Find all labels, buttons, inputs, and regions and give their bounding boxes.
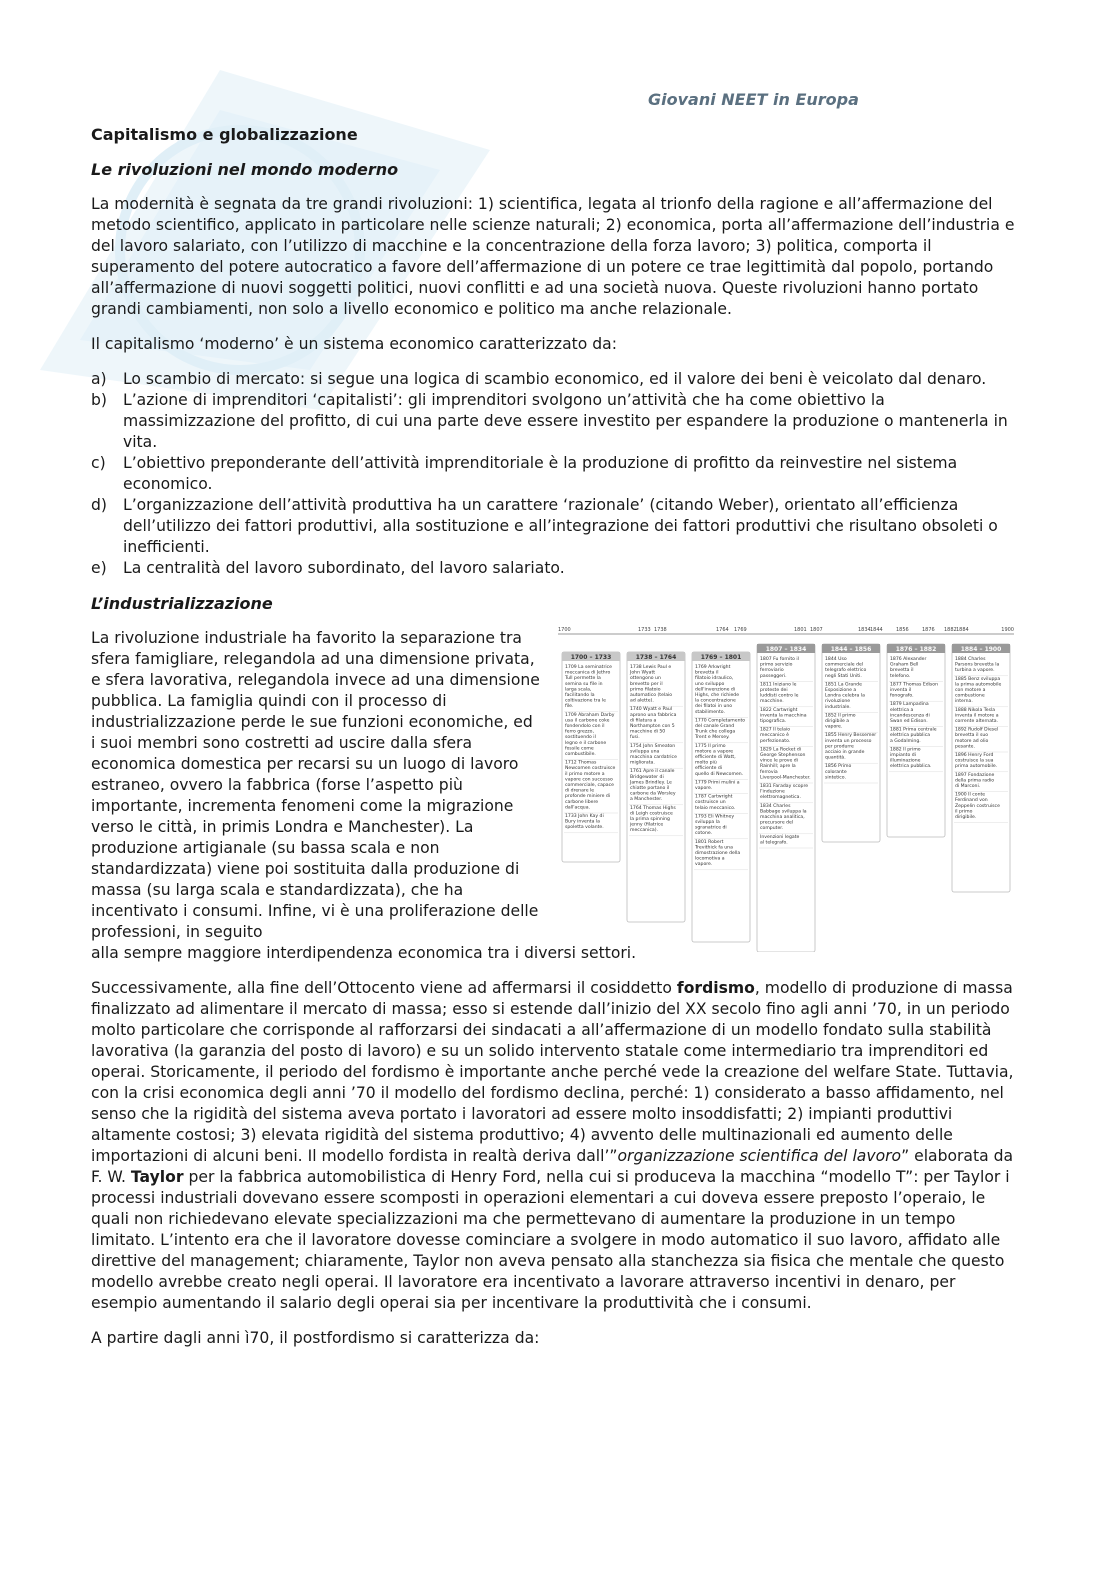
timeline-year-label: 1884 <box>956 627 969 633</box>
timeline-entry: 1764 Thomas Highs di Leigh costruisce la prima spinning jenny (filatrice meccanica). <box>630 805 676 834</box>
timeline-entry: 1856 Primo colorante sintetico. <box>825 764 852 781</box>
timeline-entry: 1888 Nikola Tesla inventa il motore a corrente alternata. <box>955 707 999 724</box>
list-item <box>91 495 1016 558</box>
timeline-period-label: 1876 – 1882 <box>895 646 937 653</box>
timeline-entry: 1876 Alexander Graham Bell brevetta il telefono. <box>890 657 927 679</box>
timeline-entry: 1807 Fu fornito il primo servizio ferroviario passeggeri. <box>760 657 799 679</box>
paragraph-capitalismo-intro: Il capitalismo ‘moderno’ è un sistema economico caratterizzato da: <box>91 335 617 353</box>
timeline-entry: 1896 Henry Ford costruisce la sua prima automobile. <box>955 753 998 770</box>
list-item <box>91 390 1016 453</box>
timeline-entry: 1852 Il primo dirigibile a vapore. <box>825 713 856 730</box>
timeline-period-label: 1700 – 1733 <box>570 654 612 661</box>
timeline-year-label: 1801 <box>794 627 807 633</box>
timeline-entry: 1761 Apre il canale Bridgewater di James Brindley. Le chiatte portano il carbone da Worsley a Manchester. <box>630 769 676 803</box>
timeline-entry: 1740 Wyatt e Paul aprono una fabbrica di filatura a Northampton con 5 macchine di 50 fusi. <box>630 707 677 741</box>
paragraph-industrializzazione: La rivoluzione industriale ha favorito la separazione tra sfera famigliare, relegandola ad una dimensione privata, e sfera lavorativa, relegandola invece ad una dimensione pubblica. La famiglia quindi con il processo di industrializzazione perde le sue funzioni economiche, ed i suoi membri sono costretti ad uscire dalla sfera economica domestica per recarsi su un luogo di lavoro estraneo, ovvero la fabbrica (forse l’aspetto più importante, incrementa fenomeni come la migrazione verso le città, in primis Londra e Manchester). La produzione artigianale (su bassa scala e non standardizzata) viene poi sostituita dalla produzione di massa (su larga scala e standardizzata), che ha incentivato i consumi. Infine, vi è una proliferazione delle professioni, in seguito <box>91 629 540 941</box>
paragraph-fordismo <box>91 978 1016 1314</box>
timeline-entry: 1900 Il conte Ferdinand von Zeppelin costruisce il primo dirigibile. <box>955 792 1000 820</box>
timeline-entry: 1769 Arkwright brevetta il filatoio idraulico, uno sviluppo dell'invenzione di Highs, che richiede la concentrazione dei filatoi in uno stabilimento. <box>695 665 740 715</box>
list-marker: c) <box>91 454 106 472</box>
taylor-term: Taylor <box>130 1168 184 1186</box>
fordismo-text: per la fabbrica automobilistica di Henry Ford, nella cui si produceva la macchina “modello T”: per Taylor i processi industriali dovevano essere scomposti in operazioni elementari a cui doveva essere preposto l’operaio, le quali non richiedevano elevate specializzazioni ma che permettevano di aumentare la produzione in un tempo limitato. L’intento era che il lavoratore dovesse cominciare a svolgere in modo automatico il suo lavoro, affidato alle direttive del management; chiaramente, Taylor non aveva pensato alla stanchezza sia fisica che mentale che questo modello avrebbe creato negli operai. Il lavoratore era incentivato a lavorare attraverso incentivi in denaro, per esempio aumentando il salario degli operai sia per incentivare la produttività che i consumi. <box>91 1168 1010 1312</box>
list-text: L’azione di imprenditori ‘capitalisti’: gli imprenditori svolgono un’attività che ha come obiettivo la massimizzazione del profitto, di cui una parte deve essere investito per espandere la produzione o mantenerla in vita. <box>123 391 1008 451</box>
list-item <box>91 369 1016 390</box>
list-item <box>91 453 1016 495</box>
fordismo-term: fordismo <box>676 979 755 997</box>
timeline-period-label: 1738 – 1764 <box>635 654 677 661</box>
timeline-period-label: 1769 – 1801 <box>700 654 742 661</box>
timeline-entry: 1881 Prima centrale elettrica pubblica a Godalming. <box>890 727 937 744</box>
timeline-entry: 1712 Thomas Newcomen costruisce il primo motore a vapore con successo commerciale, capace di drenare le profonde miniere di carbone libere dall'acqua. <box>565 760 616 811</box>
timeline-entry: 1754 John Smeaton sviluppa una macchina cardatrice migliorata. <box>630 743 677 766</box>
timeline-entry: 1885 Benz sviluppa la prima automobile con motore a combustione interna. <box>955 676 1002 705</box>
timeline-entry: 1811 Iniziano le proteste dei luddisti contro le macchine. <box>760 682 799 705</box>
timeline-entry: 1831 Faraday scopre l'induzione elettromagnetica. <box>760 784 809 801</box>
list-text: L’obiettivo preponderante dell’attività imprenditoriale è la produzione di profitto da reinvestire nel sistema economico. <box>123 454 958 493</box>
timeline-entry: 1829 La Rocket di George Stephenson vince le prove di Rainhill; apre la ferrovia Liverpool-Manchester. <box>760 747 811 781</box>
list-marker: b) <box>91 391 107 409</box>
paragraph-industrializzazione-tail: alla sempre maggiore interdipendenza economica tra i diversi settori. <box>91 944 637 962</box>
timeline-entry: 1834 Charles Babbage sviluppa la macchina analitica, precursore del computer. <box>760 803 807 832</box>
timeline-period-label: 1884 – 1900 <box>960 646 1002 653</box>
timeline-entry: 1884 Charles Parsons brevetta la turbina a vapore. <box>955 657 1000 674</box>
timeline-entry: 1733 John Kay di Bury inventa la spoletta volante. <box>565 814 604 831</box>
industrial-revolution-timeline <box>558 622 1018 952</box>
characteristics-list <box>91 369 1016 579</box>
timeline-year-label: 1856 <box>896 627 909 633</box>
header-title: Giovani NEET in Europa <box>648 90 859 109</box>
list-marker: a) <box>91 370 107 388</box>
timeline-period-label: 1807 – 1834 <box>765 646 807 653</box>
section-title-rivoluzioni: Le rivoluzioni nel mondo moderno <box>91 160 399 179</box>
document-body <box>91 88 1016 1363</box>
timeline-year-label: 1769 <box>734 627 747 633</box>
timeline-year-label: 1900 <box>1001 627 1014 633</box>
document-title: Capitalismo e globalizzazione <box>91 125 358 144</box>
timeline-entry: 1879 Lampadina elettrica a incandescenza di Swan ed Edison. <box>890 702 930 724</box>
paragraph-postfordismo: A partire dagli anni ì70, il postfordismo si caratterizza da: <box>91 1329 540 1347</box>
timeline-entry: 1770 Completamento del canale Grand Trunk che collega Trent e Mersey. <box>695 718 746 741</box>
timeline-entry: 1779 Primi mulini a vapore. <box>695 780 740 791</box>
timeline-entry: 1827 Il telaio meccanico è perfezionato. <box>760 727 791 744</box>
timeline-year-label: 1700 <box>558 627 571 633</box>
timeline-year-label: 1882 <box>944 627 957 633</box>
timeline-year-label: 1807 <box>810 627 823 633</box>
timeline-year-label: 1844 <box>870 627 883 633</box>
list-text: Lo scambio di mercato: si segue una logica di scambio economico, ed il valore dei beni è veicolato dal denaro. <box>123 370 987 388</box>
timeline-entry: 1775 Il primo motore a vapore efficiente di Watt, molto più efficiente di quello di Newcomen. <box>695 743 744 777</box>
industrializzazione-block <box>91 628 1016 964</box>
list-text: L’organizzazione dell’attività produttiva ha un carattere ‘razionale’ (citando Weber), orientato all’efficienza dell’utilizzo dei fattori produttivi, alla sostituzione e all’integrazione dei fattori produttivi che risultano obsoleti o inefficienti. <box>123 496 998 556</box>
timeline-entry: Invenzioni legate al telegrafo. <box>760 834 800 846</box>
timeline-period-label: 1844 – 1856 <box>830 646 872 653</box>
timeline-entry: 1844 Uso commerciale del telegrafo elettrico negli Stati Uniti. <box>825 657 867 679</box>
timeline-year-label: 1733 <box>638 627 651 633</box>
timeline-entry: 1822 Cartwright inventa la macchina tipografica. <box>760 707 807 724</box>
paragraph-rivoluzioni: La modernità è segnata da tre grandi rivoluzioni: 1) scientifica, legata al trionfo della ragione e all’affermazione del metodo scientifico, applicato in particolare nelle scienze naturali; 2) economica, porta all’affermazione dell’industria e del lavoro salariato, con l’utilizzo di macchine e la concentrazione della forza lavoro; 3) politica, comporta il superamento del potere autocratico a favore dell’affermazione di un potere ce trae legittimità dal popolo, portando all’affermazione di nuovi soggetti politici, nuovi conflitti e ad una società nuova. Queste rivoluzioni hanno portato grandi cambiamenti, non solo a livello economico e politico ma anche relazionale. <box>91 195 1015 318</box>
timeline-entry: 1882 Il primo impianto di illuminazione elettrica pubblica. <box>890 747 932 770</box>
timeline-year-label: 1764 <box>716 627 729 633</box>
timeline-entry: 1877 Thomas Edison inventa il fonografo. <box>890 682 939 699</box>
section-title-industrializzazione: L’industrializzazione <box>91 594 273 613</box>
organizzazione-term: organizzazione scientifica del lavoro <box>617 1147 902 1165</box>
timeline-entry: 1801 Robert Trevithick fa una dimostrazione della locomotiva a vapore. <box>695 839 741 868</box>
timeline-entry: 1793 Eli Whitney sviluppa la sgranatrice di cotone. <box>695 814 735 837</box>
timeline-entry: 1897 Fondazione della prima radio di Marconi. <box>955 772 995 789</box>
list-marker: d) <box>91 496 107 514</box>
list-item <box>91 558 1016 579</box>
fordismo-text: , modello di produzione di massa finalizzato ad alimentare il mercato di massa; esso si estende dall’inizio del XX secolo fino agli anni ’70, in un periodo molto particolare che corrisponde al rafforzarsi dei sindacati a all’affermazione di un modello fondato sulla stabilità lavorativa (la garanzia del posto di lavoro) e su un solido intervento statale come intermediario tra imprenditori ed operai. Storicamente, il periodo del fordismo è importante anche perché vede la creazione del welfare State. Tuttavia, con la crisi economica degli anni ’70 il modello del fordismo declina, perché: 1) considerato a basso affidamento, nel senso che la rigidità del sistema aveva portato i lavoratori ad essere molto insoddisfatti; 2) impianti produttivi altamente costosi; 3) elevata rigidità del sistema produttivo; 4) avvento delle multinazionali ed aumento delle importazioni di alcuni beni. Il modello fordista in realtà deriva dall’” <box>91 979 1014 1165</box>
fordismo-text: ” elaborata da F. W. <box>91 1147 1014 1186</box>
timeline-entry: 1709 La seminatrice meccanica di Jethro Tull permette la semina su file in larga scala, facilitando la coltivazione tra le file. <box>565 665 613 710</box>
timeline-year-label: 1834 <box>858 627 871 633</box>
list-marker: e) <box>91 559 107 577</box>
timeline-entry: 1709 Abraham Darby usa il carbone coke fondendolo con il ferro grezzo, sostituendo il legno e il carbone fossile come combustibile. <box>565 712 615 757</box>
timeline-entry: 1892 Rudolf Diesel brevetta il suo motore ad olio pesante. <box>955 727 999 750</box>
fordismo-text: Successivamente, alla fine dell’Ottocento viene ad affermarsi il cosiddetto <box>91 979 677 997</box>
timeline-entry: 1787 Cartwright costruisce un telaio meccanico. <box>695 794 736 811</box>
timeline-year-label: 1876 <box>922 627 935 633</box>
timeline-year-label: 1738 <box>654 627 667 633</box>
timeline-entry: 1738 Lewis Paul e John Wyatt ottengono un brevetto per il primo filatoio automatico (telaio ad alette). <box>630 665 673 704</box>
list-text: La centralità del lavoro subordinato, del lavoro salariato. <box>123 559 565 577</box>
timeline-entry: 1851 La Grande Esposizione a Londra celebra la rivoluzione industriale. <box>825 682 865 710</box>
timeline-entry: 1855 Henry Bessemer inventa un processo per produrre acciaio in grande quantità. <box>825 733 877 761</box>
